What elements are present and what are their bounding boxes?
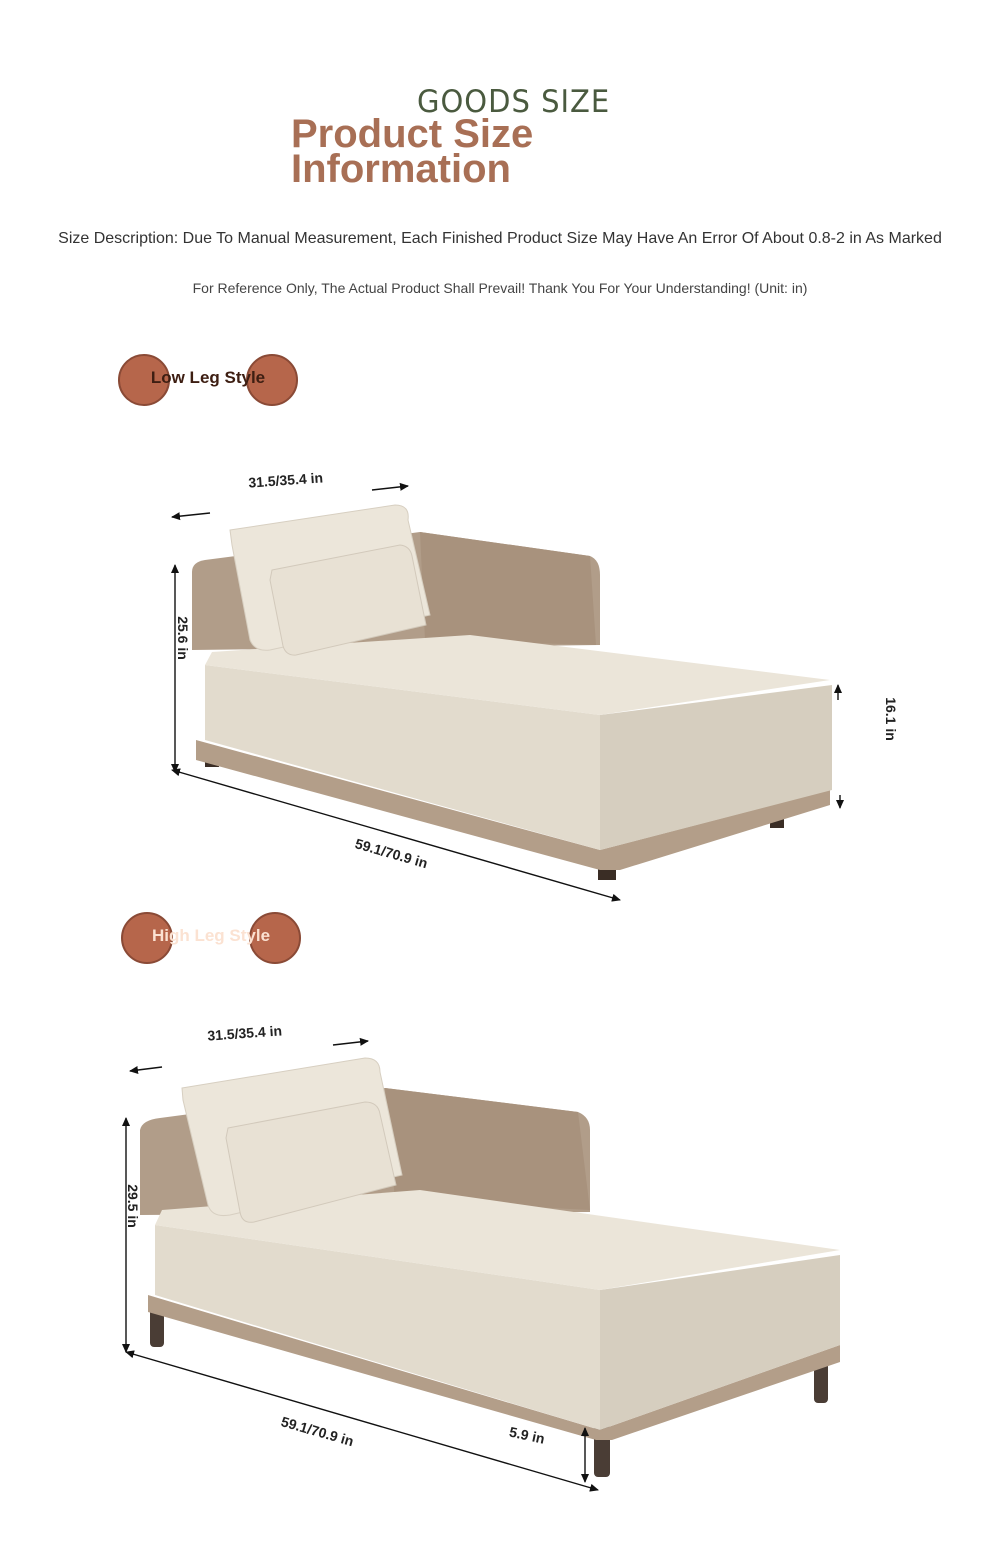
low-seat-height-label: 16.1 in [883,697,899,741]
low-height-label: 25.6 in [175,616,191,660]
high-leg-sofa-image [140,1058,840,1477]
low-width-label: 31.5/35.4 in [247,469,324,491]
low-length-label: 59.1/70.9 in [353,835,430,872]
high-length-label: 59.1/70.9 in [279,1413,356,1450]
high-height-label: 29.5 in [125,1184,141,1228]
high-leg-style-label: High Leg Style [151,926,271,945]
page-title-line1: Product Size [291,112,534,156]
reference-note: For Reference Only, The Actual Product Shall Prevail! Thank You For Your Understanding! (Unit: in) [192,280,808,296]
low-leg-sofa-image [192,505,832,880]
goods-size-logo: GOODS SIZE [417,82,611,120]
size-description: Size Description: Due To Manual Measurement, Each Finished Product Size May Have An Error Of About 0.8-2 in As Marked [58,230,942,247]
high-width-label: 31.5/35.4 in [206,1022,283,1044]
page-title-line2: Information [291,147,511,191]
high-leg-height-label: 5.9 in [507,1423,547,1447]
low-leg-style-label: Low Leg Style [150,368,266,387]
